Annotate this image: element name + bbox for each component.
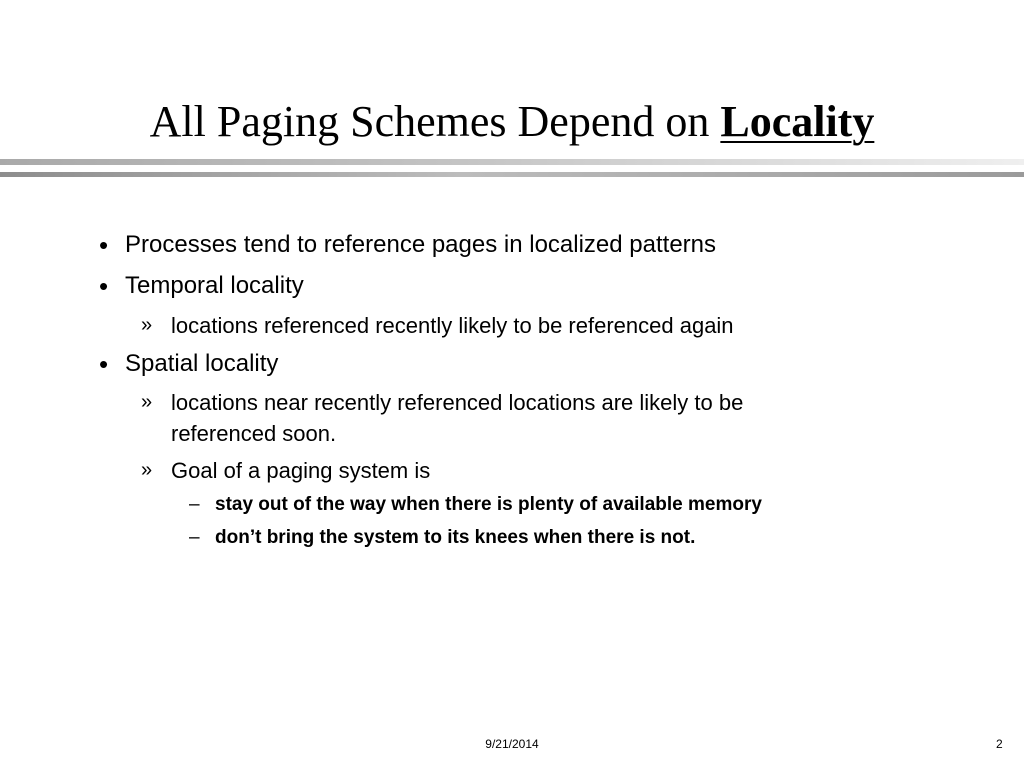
bullet-item [99,348,279,380]
sub-bullet-text-continued: referenced soon. [171,421,337,446]
sub-bullet-marker: » [141,459,153,481]
bullet-marker: • [99,349,109,379]
sub-bullet-item [141,387,744,449]
sub-bullet-marker: » [141,391,153,413]
sub-sub-bullet-item [189,491,762,518]
sub-sub-bullet-item [189,524,696,551]
sub-sub-bullet-text: don’t bring the system to its knees when there is not. [215,527,696,548]
dash-marker: – [189,527,200,548]
title-text: All Paging Schemes Depend on [149,97,721,146]
bullet-marker: • [99,271,109,301]
dash-marker: – [189,494,200,515]
footer-date: 9/21/2014 [485,737,539,751]
bullet-marker: • [99,230,109,260]
sub-bullet-text: locations near recently referenced locations are likely to be [171,390,744,415]
bullet-item [99,270,304,302]
title-emphasis: Locality [720,97,875,146]
sub-bullet-marker: » [141,314,153,336]
sub-bullet-text: locations referenced recently likely to be referenced again [171,313,734,338]
sub-sub-bullet-text: stay out of the way when there is plenty of available memory [215,494,762,515]
sub-bullet-item [141,455,431,486]
sub-bullet-text: Goal of a paging system is [171,458,431,483]
bullet-item [99,229,717,261]
bullet-text: Temporal locality [125,272,304,299]
sub-bullet-item [141,310,734,341]
page-number: 2 [996,737,1003,751]
bullet-text: Processes tend to reference pages in localized patterns [125,231,717,258]
bullet-text: Spatial locality [125,350,279,377]
